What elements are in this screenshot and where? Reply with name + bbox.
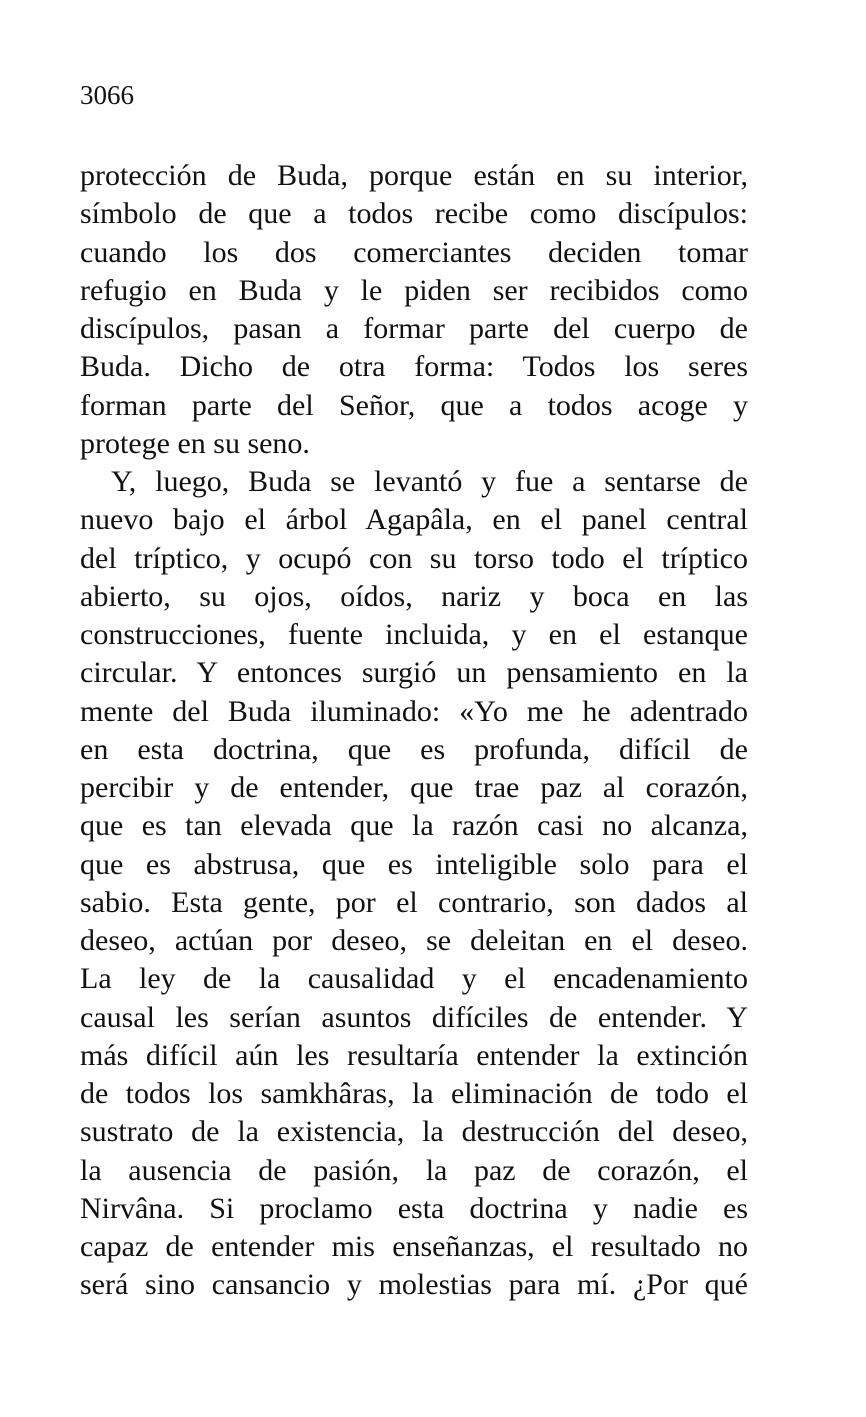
text-line: abierto, su ojos, oídos, nariz y boca en las: [80, 579, 748, 613]
text-line: construcciones, fuente incluida, y en el estanque: [80, 618, 748, 651]
text-line: Nirvâna. Si proclamo esta doctrina y nadie es: [80, 1191, 748, 1225]
text-line: en esta doctrina, que es profunda, difícil de: [80, 732, 748, 766]
text-line: sustrato de la existencia, la destrucción del deseo,: [80, 1115, 748, 1149]
text-line: símbolo de que a todos recibe como discípulos:: [80, 197, 748, 231]
page-number: 3066: [80, 80, 134, 110]
text-line: será sino cansancio y molestias para mí. ¿Por qué: [80, 1268, 748, 1302]
text-line: mente del Buda iluminado: «Yo me he adentrado: [80, 694, 748, 728]
text-line: causal les serían asuntos difíciles de entender. Y: [80, 1000, 748, 1034]
text-line: Buda. Dicho de otra forma: Todos los seres: [80, 350, 748, 384]
text-line: protección de Buda, porque están en su interior,: [80, 159, 748, 192]
text-line: nuevo bajo el árbol Agapâla, en el panel central: [80, 503, 748, 537]
text-line: deseo, actúan por deseo, se deleitan en el deseo.: [80, 924, 748, 957]
body-text: [80, 157, 748, 1305]
paragraph: [80, 463, 748, 1305]
book-page: [80, 79, 748, 1305]
text-line: sabio. Esta gente, por el contrario, son dados al: [80, 885, 748, 919]
text-line: de todos los samkhâras, la eliminación de todo el: [80, 1077, 748, 1110]
text-line: capaz de entender mis enseñanzas, el resultado no: [80, 1230, 748, 1263]
text-line: que es abstrusa, que es inteligible solo para el: [80, 847, 748, 881]
text-line: discípulos, pasan a formar parte del cuerpo de: [80, 312, 748, 345]
paragraph: [80, 157, 748, 463]
text-line: La ley de la causalidad y el encadenamiento: [80, 962, 748, 996]
text-line: percibir y de entender, que trae paz al corazón,: [80, 771, 748, 804]
text-line: del tríptico, y ocupó con su torso todo el tríptico: [80, 541, 748, 575]
text-line: que es tan elevada que la razón casi no alcanza,: [80, 809, 748, 843]
text-line: protege en su seno.: [80, 426, 310, 460]
text-line: forman parte del Señor, que a todos acoge y: [80, 388, 748, 422]
text-line: más difícil aún les resultaría entender la extinción: [80, 1038, 748, 1072]
text-line: la ausencia de pasión, la paz de corazón, el: [80, 1153, 748, 1187]
text-line: refugio en Buda y le piden ser recibidos como: [80, 273, 748, 307]
text-line: circular. Y entonces surgió un pensamiento en la: [80, 656, 748, 690]
text-line: Y, luego, Buda se levantó y fue a sentarse de: [111, 465, 748, 498]
text-line: cuando los dos comerciantes deciden tomar: [80, 235, 748, 269]
